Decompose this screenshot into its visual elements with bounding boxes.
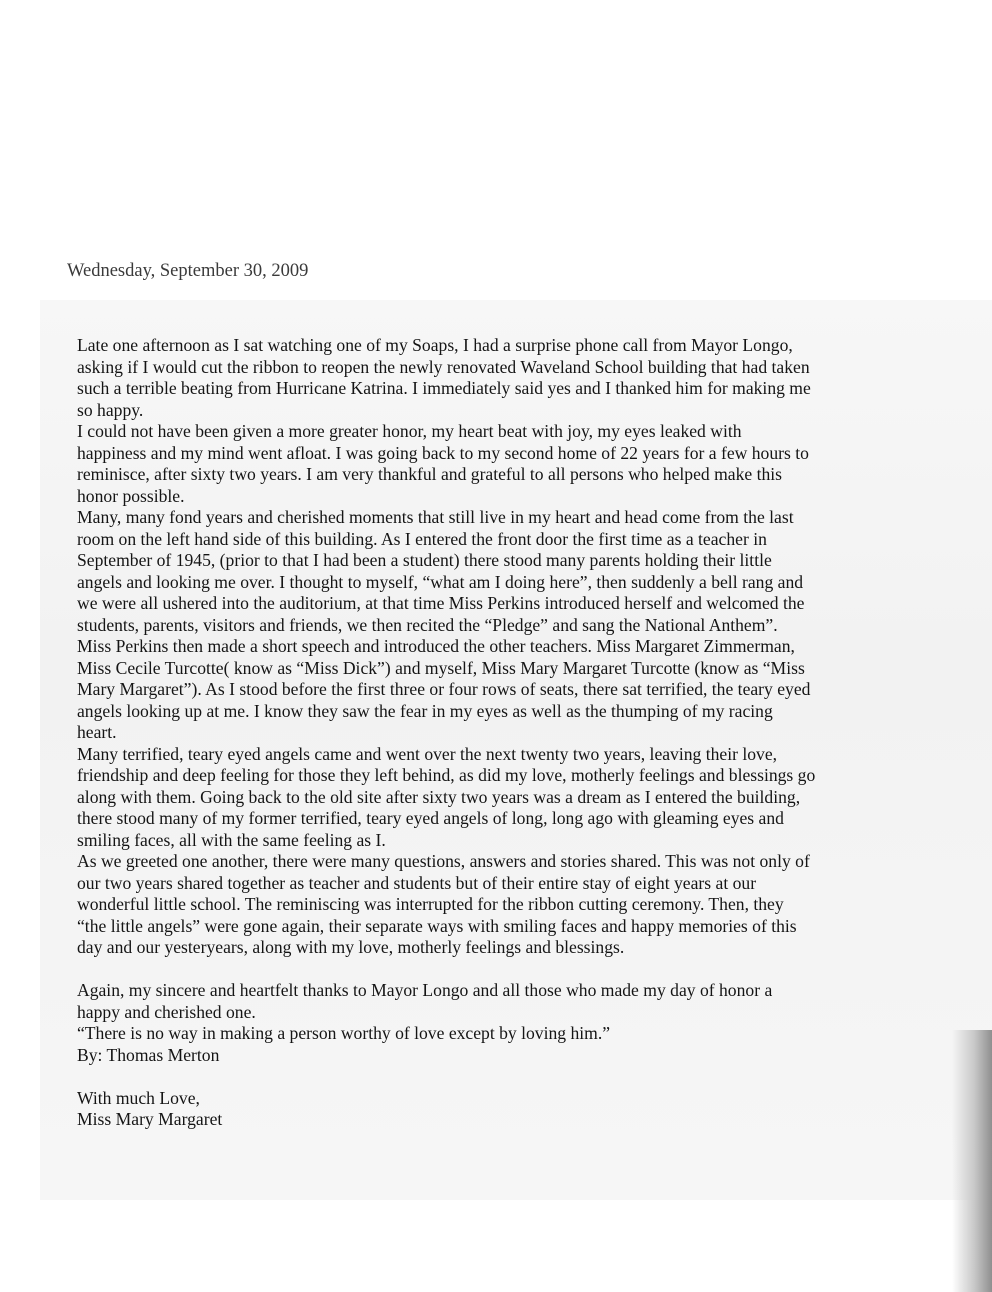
text-line: Again, my sincere and heartfelt thanks to Mayor Longo and all those who made my day of honor a xyxy=(77,980,773,1000)
paragraph-gap xyxy=(77,1066,947,1088)
text-line: Late one afternoon as I sat watching one of my Soaps, I had a surprise phone call from Mayor Longo, xyxy=(77,335,793,355)
text-line: Mary Margaret”). As I stood before the first three or four rows of seats, there sat terrified, the teary eyed xyxy=(77,679,811,699)
text-line: angels looking up at me. I know they saw the fear in my eyes as well as the thumping of my racing xyxy=(77,700,773,721)
text-line: Many, many fond years and cherished moments that still live in my heart and head come from the last xyxy=(77,507,794,527)
text-line: we were all ushered into the auditorium, at that time Miss Perkins introduced herself and welcomed the xyxy=(77,593,805,613)
text-line: honor possible. xyxy=(77,485,185,506)
text-line: smiling faces, all with the same feeling as I. xyxy=(77,829,386,850)
page-edge-shadow xyxy=(952,1030,992,1292)
text-line: reminisce, after sixty two years. I am very thankful and grateful to all persons who helped make this xyxy=(77,464,783,484)
text-line: day and our yesteryears, along with my love, motherly feelings and blessings. xyxy=(77,937,625,957)
text-line: I could not have been given a more greater honor, my heart beat with joy, my eyes leaked with xyxy=(77,421,742,441)
text-line: September of 1945, (prior to that I had been a student) there stood many parents holding their little xyxy=(77,550,772,570)
text-line: heart. xyxy=(77,722,117,742)
letter-body xyxy=(77,335,947,1131)
text-line: our two years shared together as teacher and students but of their entire stay of eight years at our xyxy=(77,872,757,893)
text-line: wonderful little school. The reminiscing was interrupted for the ribbon cutting ceremony. Then, they xyxy=(77,894,784,914)
letter-date: Wednesday, September 30, 2009 xyxy=(67,261,309,281)
quote-line: “There is no way in making a person worthy of love except by loving him.” xyxy=(77,1023,611,1043)
text-line: there stood many of my former terrified, teary eyed angels of long, long ago with gleaming eyes and xyxy=(77,808,784,828)
text-line: such a terrible beating from Hurricane Katrina. I immediately said yes and I thanked him for making me xyxy=(77,378,811,398)
text-line: asking if I would cut the ribbon to reopen the newly renovated Waveland School building that had taken xyxy=(77,356,810,377)
text-line: As we greeted one another, there were many questions, answers and stories shared. This was not only of xyxy=(77,851,810,871)
text-line: “the little angels” were gone again, their separate ways with smiling faces and happy memories of this xyxy=(77,915,797,936)
text-line: room on the left hand side of this building. As I entered the front door the first time as a teacher in xyxy=(77,528,767,549)
text-line: Miss Cecile Turcotte( know as “Miss Dick”) and myself, Miss Mary Margaret Turcotte (know as “Miss xyxy=(77,657,805,678)
text-line: happiness and my mind went afloat. I was going back to my second home of 22 years for a few hours to xyxy=(77,442,809,463)
signature-line: Miss Mary Margaret xyxy=(77,1109,223,1129)
text-line: students, parents, visitors and friends, we then recited the “Pledge” and sang the National Anthem”. xyxy=(77,614,778,635)
text-line: happy and cherished one. xyxy=(77,1001,256,1022)
text-line: Many terrified, teary eyed angels came and went over the next twenty two years, leaving their love, xyxy=(77,743,778,764)
quote-attribution: By: Thomas Merton xyxy=(77,1044,220,1065)
text-line: along with them. Going back to the old site after sixty two years was a dream as I entered the building, xyxy=(77,786,801,807)
text-line: Miss Perkins then made a short speech and introduced the other teachers. Miss Margaret Zimmerman, xyxy=(77,636,795,656)
text-line: so happy. xyxy=(77,399,144,420)
paragraph-gap xyxy=(77,959,947,981)
text-line: friendship and deep feeling for those they left behind, as did my love, motherly feelings and blessings go xyxy=(77,765,816,785)
text-line: angels and looking me over. I thought to myself, “what am I doing here”, then suddenly a bell rang and xyxy=(77,571,804,592)
closing-line: With much Love, xyxy=(77,1087,200,1108)
